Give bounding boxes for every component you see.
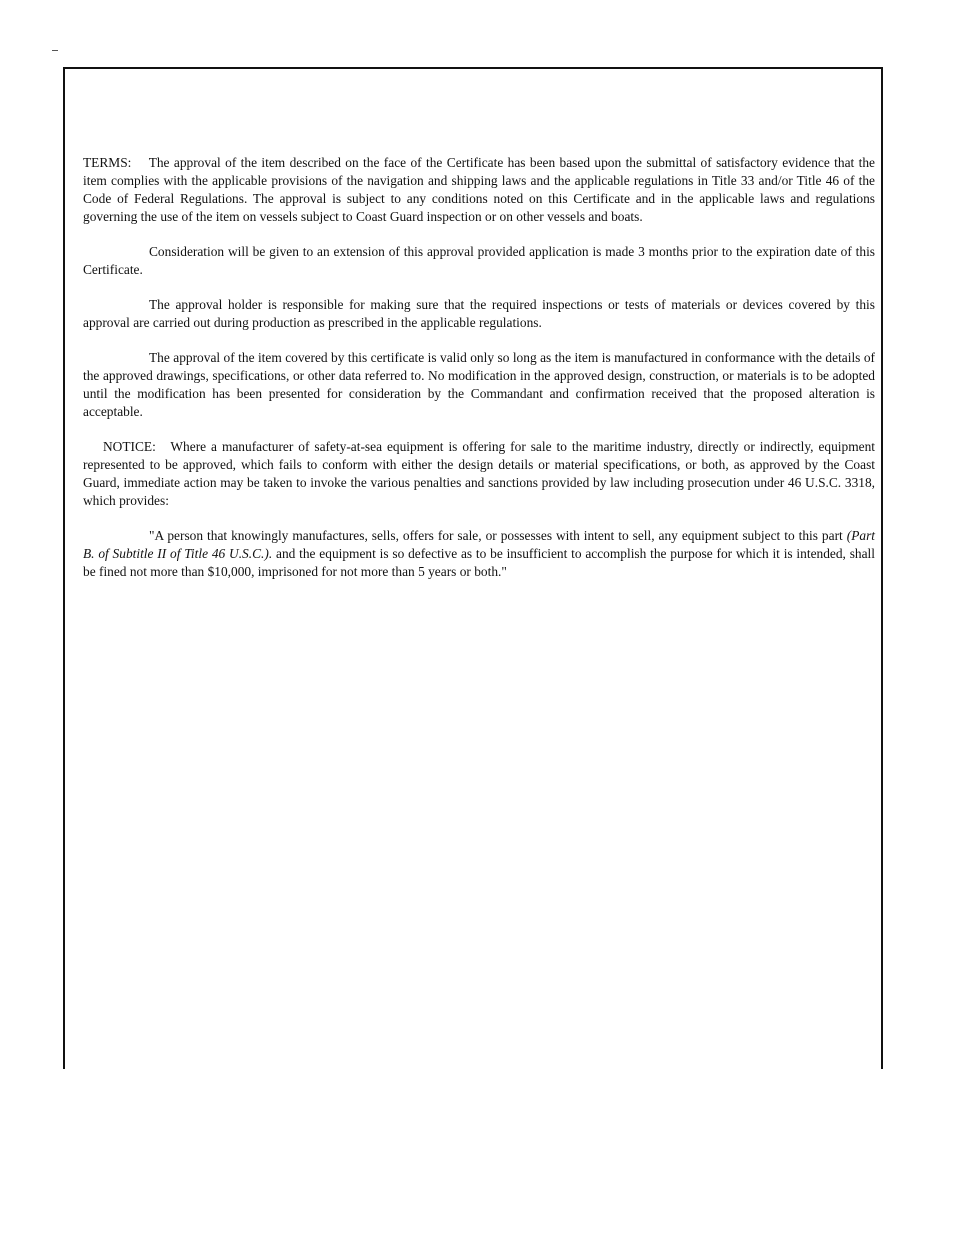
validity-paragraph: The approval of the item covered by this certificate is valid only so long as the item is manufactured in conformance with the details of the approved drawings, specifications, or other data referred to. No modification in the approved design, construction, or materials is to be adopted until the modification has been presented for consideration by the Commandant and confirmation received that the proposed alteration is acceptable.: [83, 350, 875, 419]
terms-label: TERMS:: [83, 155, 132, 170]
notice-paragraph: [83, 438, 875, 510]
quote-part-2: and the equipment is so defective as to be insufficient to accomplish the purpose for which it is intended, shall be fined not more than $10,000, imprisoned for not more than 5 years or both.": [83, 546, 875, 579]
responsibility-paragraph: The approval holder is responsible for making sure that the required inspections or tests of materials or devices covered by this approval are carried out during production as prescribed in the applicable regulations.: [83, 297, 875, 330]
notice-text: Where a manufacturer of safety-at-sea equipment is offering for sale to the maritime industry, directly or indirectly, equipment represented to be approved, which fails to conform with either the design details or material specifications, or both, as approved by the Coast Guard, immediate action may be taken to invoke the various penalties and sanctions provided by law including prosecution under 46 U.S.C. 3318, which provides:: [83, 439, 875, 508]
page-corner-mark: [52, 50, 58, 51]
extension-paragraph: Consideration will be given to an extension of this approval provided application is made 3 months prior to the expiration date of this Certificate.: [83, 244, 875, 277]
certificate-terms-body: [83, 154, 875, 598]
terms-paragraph: [83, 154, 875, 226]
quote-reference: (Part B. of Subtitle II of Title 46 U.S.C.).: [83, 528, 875, 561]
statute-quote-paragraph: [83, 527, 875, 581]
terms-text: The approval of the item described on the face of the Certificate has been based upon the submittal of satisfactory evidence that the item complies with the applicable provisions of the navigation and shipping laws and the applicable regulations in Title 33 and/or Title 46 of the Code of Federal Regulations. The approval is subject to any conditions noted on this Certificate and in the applicable laws and regulations governing the use of the item on vessels subject to Coast Guard inspection or on other vessels and boats.: [83, 155, 875, 224]
quote-part-1: "A person that knowingly manufactures, sells, offers for sale, or possesses with intent to sell, any equipment subject to this part: [149, 528, 843, 543]
notice-label: NOTICE:: [103, 439, 156, 454]
